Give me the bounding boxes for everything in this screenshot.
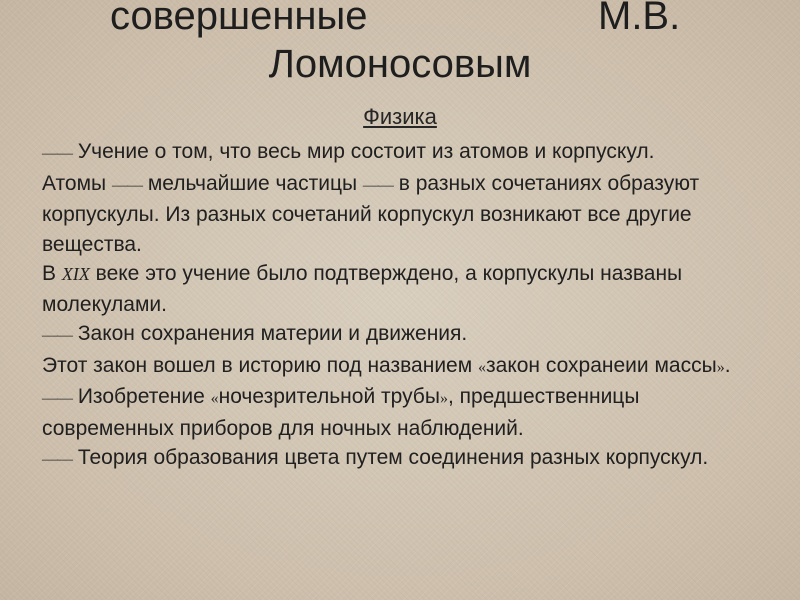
- paragraph-text: В: [42, 262, 62, 285]
- quote-open: «: [478, 358, 487, 376]
- quote-close: »: [716, 358, 725, 376]
- em-dash: ——: [111, 176, 142, 194]
- body-text: [42, 137, 762, 475]
- paragraph-text: Этот закон вошел в историю под названием: [42, 353, 479, 377]
- paragraph-text: мельчайшие частицы: [141, 171, 363, 195]
- em-dash: ——: [42, 327, 72, 344]
- em-dash: ——: [42, 390, 72, 407]
- title-word-right: М.В.: [598, 0, 681, 38]
- paragraph-text: Закон сохранения материи и движения.: [72, 322, 468, 345]
- paragraph-19th-century: [42, 259, 762, 319]
- paragraph-text: Изобретение: [72, 385, 211, 408]
- title-second-line: Ломоносовым: [268, 42, 532, 86]
- em-dash: ——: [42, 145, 72, 162]
- quote-close: »: [439, 390, 448, 407]
- paragraph-law-history: [42, 351, 762, 383]
- title-word-left: совершенные: [110, 0, 368, 38]
- subject-heading: Физика: [363, 104, 437, 129]
- paragraph-atoms-definition: [42, 169, 762, 260]
- paragraph-text: Учение о том, что весь мир состоит из атомов и корпускул.: [72, 140, 655, 163]
- paragraph-conservation-law: [42, 319, 762, 351]
- paragraph-text: в разных сочетаниях образуют корпускулы. Из разных сочетаний корпускул возникают все другие вещества.: [42, 171, 700, 256]
- paragraph-color-theory: [42, 443, 762, 475]
- paragraph-text: Атомы: [42, 171, 112, 195]
- em-dash: ——: [42, 451, 72, 468]
- roman-numeral: XIX: [61, 264, 90, 284]
- paragraph-text: веке это учение было подтверждено, а корпускулы названы молекулами.: [42, 262, 683, 316]
- quoted-text: закон сохранеии массы: [486, 353, 717, 377]
- quote-open: «: [210, 390, 219, 407]
- slide-title: [0, 0, 800, 94]
- em-dash: ——: [362, 176, 393, 194]
- paragraph-night-telescope: [42, 382, 762, 443]
- paragraph-text: .: [724, 353, 731, 377]
- quoted-text: ночезрительной трубы: [218, 385, 440, 408]
- paragraph-atomism: [42, 137, 762, 169]
- paragraph-text: Теория образования цвета путем соединения разных корпускул.: [72, 446, 709, 469]
- paragraph-text: , предшественницы современных приборов для ночных наблюдений.: [42, 385, 640, 440]
